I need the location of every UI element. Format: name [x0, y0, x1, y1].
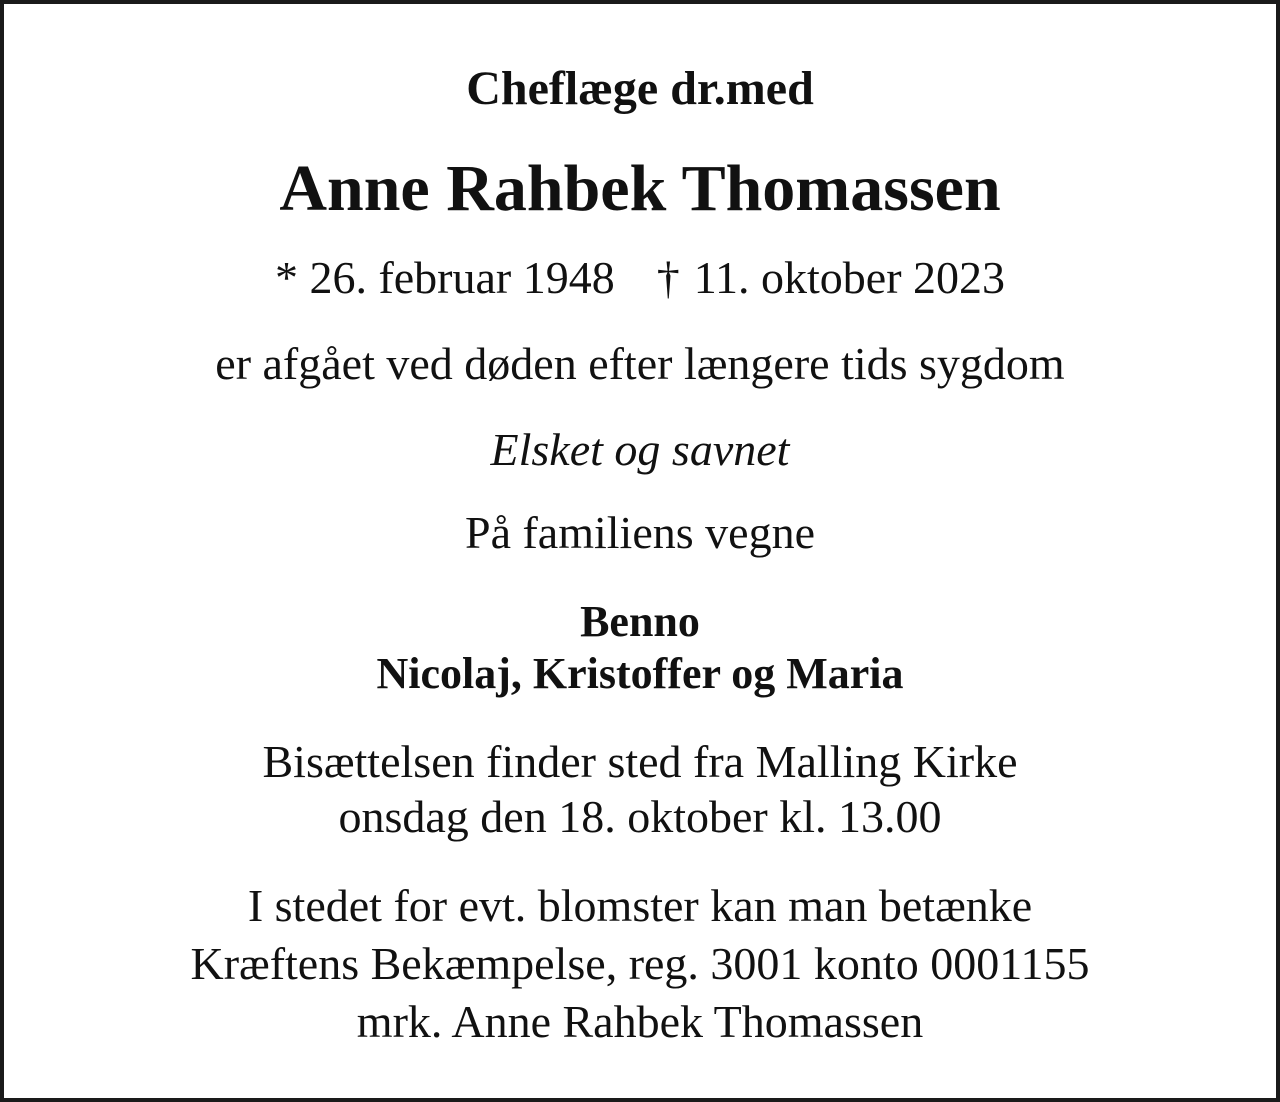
- death-date: 11. oktober 2023: [693, 252, 1006, 303]
- dagger-symbol: †: [656, 252, 680, 303]
- birth-date: * 26. februar 1948: [274, 252, 615, 303]
- funeral-details: [4, 734, 1276, 844]
- family-names: [4, 596, 1276, 700]
- on-behalf-of-family: På familiens vegne: [464, 507, 815, 558]
- deceased-name: Anne Rahbek Thomassen: [279, 152, 1001, 225]
- funeral-line: onsdag den 18. oktober kl. 13.00: [338, 791, 942, 842]
- professional-title: Cheflæge dr.med: [466, 62, 814, 115]
- loved-and-missed: Elsket og savnet: [490, 424, 790, 475]
- death-message: er afgået ved døden efter længere tids sygdom: [215, 338, 1065, 389]
- family-line: Benno: [580, 597, 700, 646]
- family-line: Nicolaj, Kristoffer og Maria: [376, 649, 904, 698]
- life-dates: [4, 252, 1276, 303]
- funeral-line: Bisættelsen finder sted fra Malling Kirke: [262, 736, 1018, 787]
- donation-line: Kræftens Bekæmpelse, reg. 3001 konto 0001155: [190, 938, 1090, 989]
- donation-request: [4, 877, 1276, 1051]
- donation-line: mrk. Anne Rahbek Thomassen: [356, 996, 924, 1047]
- donation-line: I stedet for evt. blomster kan man betænke: [247, 880, 1033, 931]
